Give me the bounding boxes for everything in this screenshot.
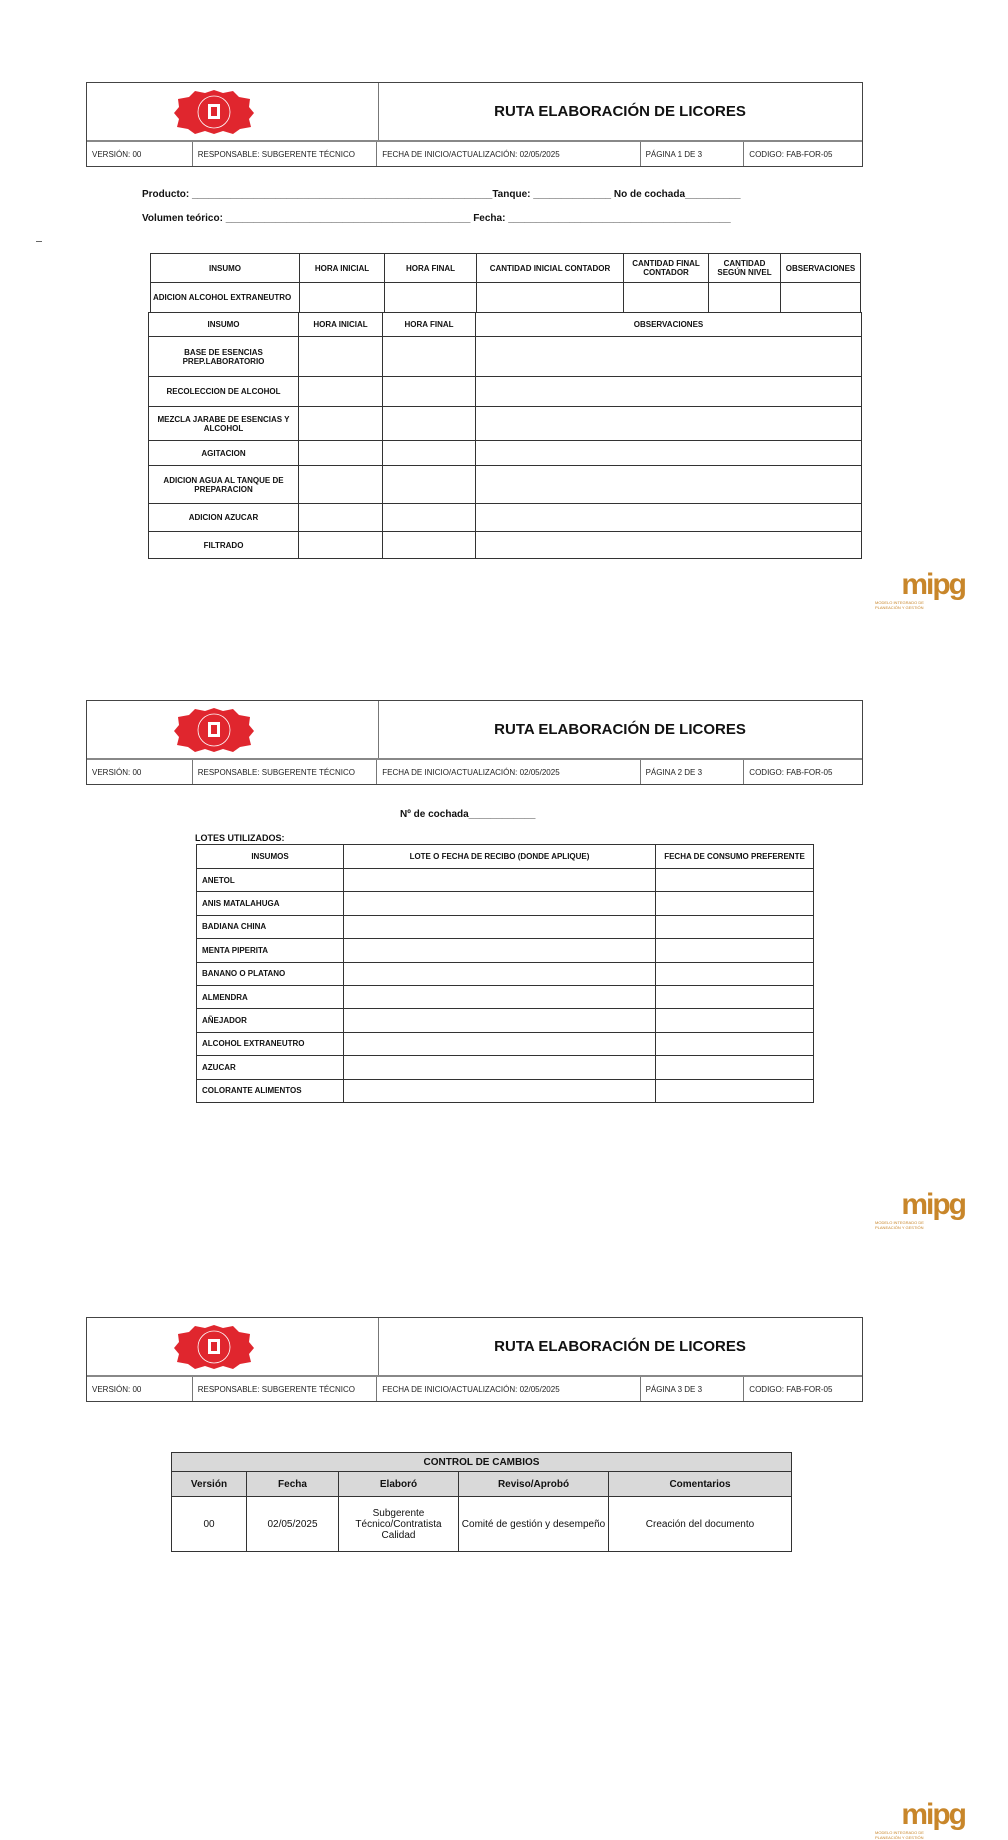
mipg-logo-text: mipg: [901, 1798, 965, 1831]
column-header: HORA FINAL: [385, 254, 477, 283]
input-cell[interactable]: [476, 377, 862, 407]
input-cell[interactable]: [624, 283, 709, 313]
input-cell[interactable]: [477, 283, 624, 313]
table-row: [197, 915, 814, 938]
column-header: Fecha: [247, 1472, 339, 1497]
responsable-cell: RESPONSABLE: SUBGERENTE TÉCNICO: [193, 1377, 378, 1401]
input-cell[interactable]: [656, 915, 814, 938]
mipg-logo-subtitle: MODELO INTEGRADO DE PLANEACIÓN Y GESTIÓN: [875, 1220, 924, 1230]
input-cell[interactable]: [344, 985, 656, 1008]
table-cell: Comité de gestión y desempeño: [459, 1497, 609, 1552]
volumen-line: Volumen teórico: ____________________________________________ Fecha: ________________________________________: [142, 213, 731, 224]
column-header: FECHA DE CONSUMO PREFERENTE: [656, 845, 814, 869]
input-cell[interactable]: [476, 337, 862, 377]
mipg-logo: [875, 1800, 965, 1840]
row-label: AZUCAR: [197, 1056, 344, 1079]
table-cell: Subgerente Técnico/Contratista Calidad: [339, 1497, 459, 1552]
input-cell[interactable]: [383, 407, 476, 441]
document-title: RUTA ELABORACIÓN DE LICORES: [494, 721, 746, 738]
input-cell[interactable]: [476, 441, 862, 466]
column-header: CANTIDAD FINAL CONTADOR: [624, 254, 709, 283]
input-cell[interactable]: [344, 915, 656, 938]
input-cell[interactable]: [344, 939, 656, 962]
input-cell[interactable]: [299, 407, 383, 441]
table-row: [197, 962, 814, 985]
row-label: ANIS MATALAHUGA: [197, 892, 344, 915]
row-label: ALCOHOL EXTRANEUTRO: [197, 1032, 344, 1055]
input-cell[interactable]: [383, 377, 476, 407]
input-cell[interactable]: [656, 892, 814, 915]
table-row: [197, 892, 814, 915]
table-row: [197, 985, 814, 1008]
page-number-cell: PÁGINA 2 DE 3: [641, 760, 745, 784]
column-header: OBSERVACIONES: [781, 254, 861, 283]
mipg-logo: [875, 1190, 965, 1230]
lotes-table: [196, 844, 814, 1103]
input-cell[interactable]: [656, 1079, 814, 1102]
mipg-logo-subtitle: MODELO INTEGRADO DE PLANEACIÓN Y GESTIÓN: [875, 600, 924, 610]
row-label: ADICION ALCOHOL EXTRANEUTRO: [151, 283, 300, 313]
control-title: CONTROL DE CAMBIOS: [172, 1453, 792, 1472]
column-header: Versión: [172, 1472, 247, 1497]
logo-cell: [87, 1318, 379, 1375]
input-cell[interactable]: [656, 962, 814, 985]
fecha-cell: FECHA DE INICIO/ACTUALIZACIÓN: 02/05/2025: [377, 142, 640, 166]
table-cell: 02/05/2025: [247, 1497, 339, 1552]
version-cell: VERSIÓN: 00: [87, 142, 193, 166]
fecha-cell: FECHA DE INICIO/ACTUALIZACIÓN: 02/05/2025: [377, 1377, 640, 1401]
input-cell[interactable]: [383, 441, 476, 466]
table-row: [149, 407, 862, 441]
responsable-cell: RESPONSABLE: SUBGERENTE TÉCNICO: [193, 142, 378, 166]
codigo-cell: CODIGO: FAB-FOR-05: [749, 149, 833, 159]
input-cell[interactable]: [344, 1032, 656, 1055]
column-header: OBSERVACIONES: [476, 313, 862, 337]
row-label: AÑEJADOR: [197, 1009, 344, 1032]
input-cell[interactable]: [781, 283, 861, 313]
header-info-row: [87, 758, 862, 784]
column-header: Elaboró: [339, 1472, 459, 1497]
cochada-line: Nº de cochada____________: [400, 809, 536, 820]
row-label: COLORANTE ALIMENTOS: [197, 1079, 344, 1102]
input-cell[interactable]: [656, 1056, 814, 1079]
table-row: [149, 377, 862, 407]
row-label: BADIANA CHINA: [197, 915, 344, 938]
input-cell[interactable]: [383, 532, 476, 559]
column-header: CANTIDAD INICIAL CONTADOR: [477, 254, 624, 283]
header-info-row: [87, 140, 862, 166]
table-cell: Creación del documento: [609, 1497, 792, 1552]
column-header: LOTE O FECHA DE RECIBO (DONDE APLIQUE): [344, 845, 656, 869]
row-label: AGITACION: [149, 441, 299, 466]
table-header-row: [151, 254, 861, 283]
input-cell[interactable]: [476, 407, 862, 441]
input-cell[interactable]: [300, 283, 385, 313]
logo-cell: [87, 83, 379, 140]
input-cell[interactable]: [299, 377, 383, 407]
input-cell[interactable]: [344, 962, 656, 985]
version-cell: VERSIÓN: 00: [87, 760, 193, 784]
input-cell[interactable]: [299, 504, 383, 532]
input-cell[interactable]: [383, 504, 476, 532]
fecha-cell: FECHA DE INICIO/ACTUALIZACIÓN: 02/05/2025: [377, 760, 640, 784]
row-label: ALMENDRA: [197, 985, 344, 1008]
table-row: [149, 337, 862, 377]
mipg-logo-text: mipg: [901, 1188, 965, 1221]
version-cell: VERSIÓN: 00: [87, 1377, 193, 1401]
input-cell[interactable]: [344, 892, 656, 915]
document-title: RUTA ELABORACIÓN DE LICORES: [494, 1338, 746, 1355]
alcohol-table: [150, 253, 861, 313]
input-cell[interactable]: [299, 466, 383, 504]
process-table: [148, 312, 862, 559]
input-cell[interactable]: [385, 283, 477, 313]
table-row: [149, 466, 862, 504]
codigo-cell: CODIGO: FAB-FOR-05: [749, 767, 833, 777]
input-cell[interactable]: [344, 869, 656, 892]
table-cell: 00: [172, 1497, 247, 1552]
column-header: Comentarios: [609, 1472, 792, 1497]
table-title-row: [172, 1453, 792, 1472]
page-number-cell: PÁGINA 1 DE 3: [641, 142, 745, 166]
table-row: [197, 869, 814, 892]
input-cell[interactable]: [656, 869, 814, 892]
input-cell[interactable]: [656, 985, 814, 1008]
column-header: HORA FINAL: [383, 313, 476, 337]
table-header-row: [149, 313, 862, 337]
input-cell[interactable]: [476, 504, 862, 532]
document-title: RUTA ELABORACIÓN DE LICORES: [494, 103, 746, 120]
table-row: [197, 1032, 814, 1055]
input-cell[interactable]: [344, 1079, 656, 1102]
row-label: ANETOL: [197, 869, 344, 892]
company-seal-logo: [173, 1324, 255, 1370]
mipg-logo-subtitle: MODELO INTEGRADO DE PLANEACIÓN Y GESTIÓN: [875, 1830, 924, 1840]
table-row: [197, 939, 814, 962]
page-3-header: [86, 1317, 863, 1402]
column-header: INSUMOS: [197, 845, 344, 869]
input-cell[interactable]: [656, 1009, 814, 1032]
table-row: [172, 1497, 792, 1552]
table-row: [149, 441, 862, 466]
column-header: HORA INICIAL: [300, 254, 385, 283]
input-cell[interactable]: [299, 532, 383, 559]
control-cambios-table: [171, 1452, 792, 1552]
table-row: [197, 1009, 814, 1032]
table-row: [151, 283, 861, 313]
producto-line: Producto: ______________________________________________________Tanque: ______________ No de cochada__________: [142, 189, 741, 200]
column-header: CANTIDAD SEGÚN NIVEL: [709, 254, 781, 283]
column-header: INSUMO: [151, 254, 300, 283]
logo-cell: [87, 701, 379, 758]
row-label: BANANO O PLATANO: [197, 962, 344, 985]
input-cell[interactable]: [476, 532, 862, 559]
row-label: MENTA PIPERITA: [197, 939, 344, 962]
input-cell[interactable]: [656, 1032, 814, 1055]
input-cell[interactable]: [344, 1056, 656, 1079]
table-row: [197, 1079, 814, 1102]
row-label: BASE DE ESENCIAS PREP.LABORATORIO: [149, 337, 299, 377]
column-header: Reviso/Aprobó: [459, 1472, 609, 1497]
input-cell[interactable]: [476, 466, 862, 504]
column-header: HORA INICIAL: [299, 313, 383, 337]
lotes-label: LOTES UTILIZADOS:: [195, 833, 285, 843]
page-1-header: [86, 82, 863, 167]
input-cell[interactable]: [709, 283, 781, 313]
input-cell[interactable]: [383, 466, 476, 504]
header-info-row: [87, 1375, 862, 1401]
codigo-cell: CODIGO: FAB-FOR-05: [749, 1384, 833, 1394]
input-cell[interactable]: [344, 1009, 656, 1032]
input-cell[interactable]: [383, 337, 476, 377]
responsable-cell: RESPONSABLE: SUBGERENTE TÉCNICO: [193, 760, 378, 784]
column-header: INSUMO: [149, 313, 299, 337]
table-row: [149, 504, 862, 532]
input-cell[interactable]: [299, 441, 383, 466]
mipg-logo-text: mipg: [901, 568, 965, 601]
company-seal-logo: [173, 89, 255, 135]
table-row: [149, 532, 862, 559]
stray-mark: [36, 241, 42, 242]
row-label: FILTRADO: [149, 532, 299, 559]
table-header-row: [197, 845, 814, 869]
row-label: RECOLECCION DE ALCOHOL: [149, 377, 299, 407]
page-2-header: [86, 700, 863, 785]
table-header-row: [172, 1472, 792, 1497]
row-label: ADICION AZUCAR: [149, 504, 299, 532]
company-seal-logo: [173, 707, 255, 753]
input-cell[interactable]: [299, 337, 383, 377]
row-label: ADICION AGUA AL TANQUE DE PREPARACION: [149, 466, 299, 504]
row-label: MEZCLA JARABE DE ESENCIAS Y ALCOHOL: [149, 407, 299, 441]
mipg-logo: [875, 570, 965, 610]
page-number-cell: PÁGINA 3 DE 3: [641, 1377, 745, 1401]
table-row: [197, 1056, 814, 1079]
input-cell[interactable]: [656, 939, 814, 962]
